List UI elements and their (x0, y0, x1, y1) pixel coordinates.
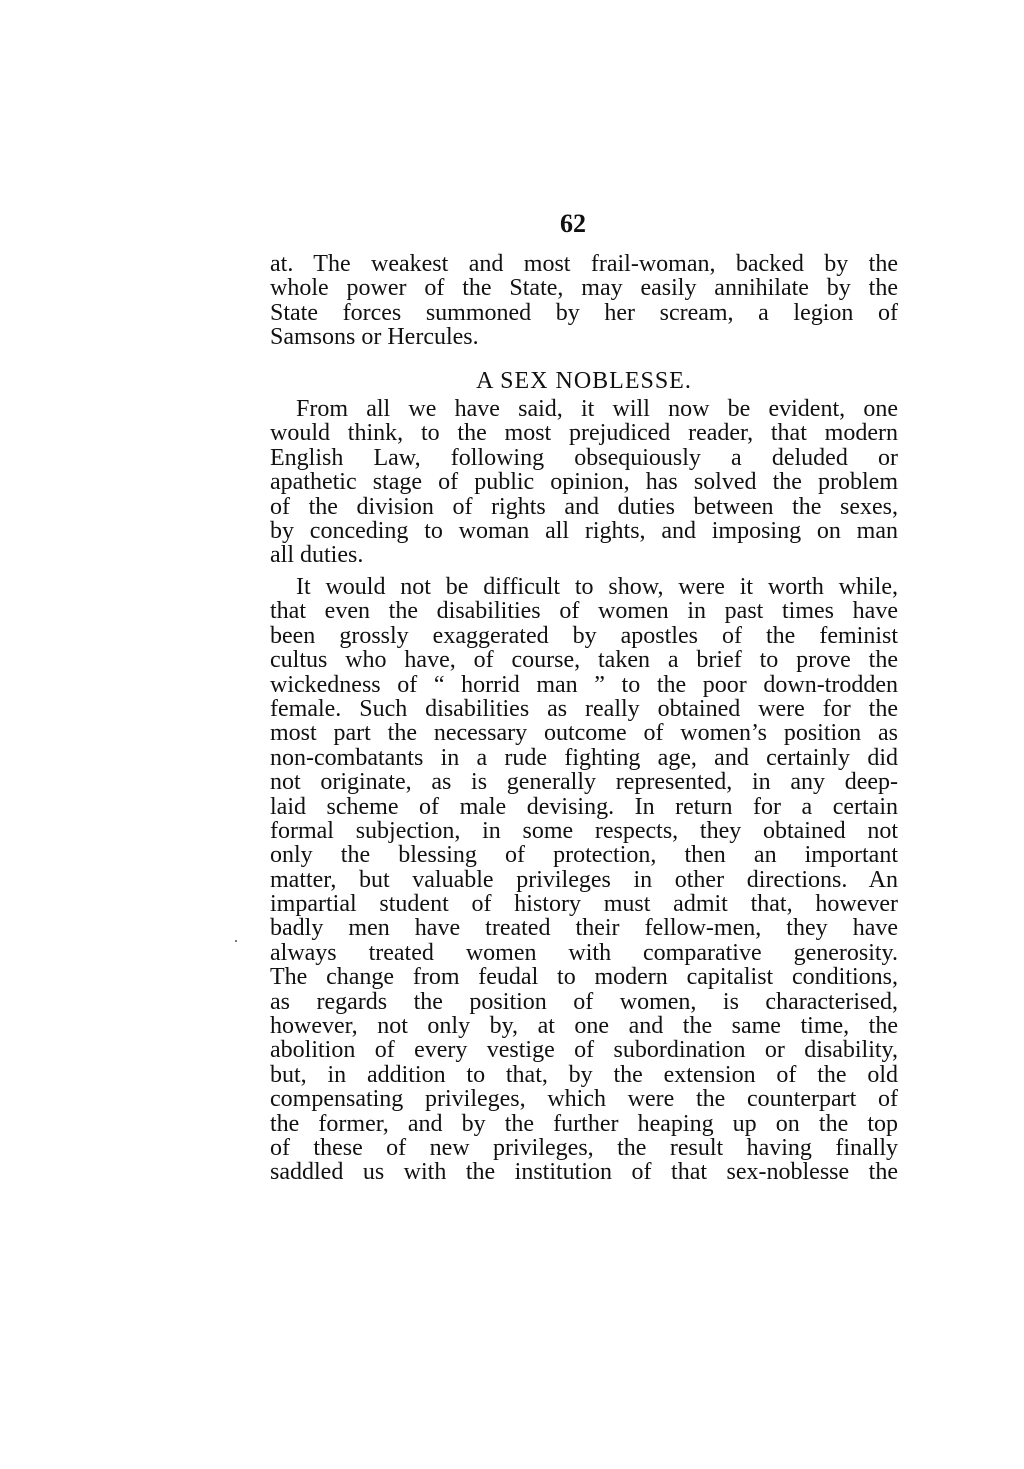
paragraph-2 (270, 397, 898, 568)
paragraph-line: that even the disabilities of women in past times have (270, 598, 898, 625)
paragraph-line: Samsons or Hercules. (270, 324, 479, 351)
paragraph-line: but, in addition to that, by the extension of the old (270, 1061, 898, 1088)
paragraph-line: female. Such disabilities as really obtained were for the (270, 695, 898, 722)
paragraph-line: by conceding to woman all rights, and imposing on man (270, 517, 898, 544)
page-number: 62 (560, 209, 586, 238)
paragraph-line: at. The weakest and most frail-woman, backed by the (270, 251, 898, 277)
paragraph-line: The change from feudal to modern capitalist conditions, (270, 964, 898, 991)
paragraph-line: impartial student of history must admit that, however (270, 891, 898, 918)
paragraph-line: wickedness of “ horrid man ” to the poor down-trodden (270, 671, 898, 698)
paragraph-line: of the division of rights and duties between the sexes, (270, 493, 898, 520)
paragraph-line: laid scheme of male devising. In return for a certain (270, 793, 898, 820)
paragraph-line: whole power of the State, may easily annihilate by the (270, 275, 898, 302)
paragraph-line: non-combatants in a rude fighting age, and certainly did (270, 744, 898, 771)
section-heading-block (270, 369, 898, 393)
margin-speck (235, 940, 237, 942)
paragraph-line: abolition of every vestige of subordination or disability, (270, 1037, 898, 1064)
section-heading: A SEX NOBLESSE. (476, 368, 692, 394)
paragraph-line: compensating privileges, which were the counterpart of (270, 1086, 898, 1113)
paragraph-line: not originate, as is generally represented, in any deep- (270, 769, 898, 796)
paragraph-line: cultus who have, of course, taken a brief to prove the (270, 647, 898, 674)
paragraph-1 (270, 252, 898, 350)
paragraph-line: most part the necessary outcome of women’s position as (270, 720, 898, 747)
paragraph-line: saddled us with the institution of that sex-noblesse the (270, 1159, 898, 1186)
paragraph-line: apathetic stage of public opinion, has solved the problem (270, 469, 898, 496)
paragraph-line: as regards the position of women, is characterised, (270, 988, 898, 1015)
paragraph-3 (270, 575, 898, 1185)
paragraph-line: It would not be difficult to show, were it worth while, (296, 574, 898, 600)
paragraph-line: always treated women with comparative generosity. (270, 939, 898, 966)
paragraph-line: formal subjection, in some respects, they obtained not (270, 817, 898, 844)
paragraph-line: English Law, following obsequiously a deluded or (270, 444, 898, 471)
paragraph-line: matter, but valuable privileges in other directions. An (270, 866, 898, 893)
paragraph-line: been grossly exaggerated by apostles of the feminist (270, 622, 898, 649)
paragraph-line: only the blessing of protection, then an important (270, 842, 898, 869)
paragraph-line: all duties. (270, 542, 364, 569)
paragraph-line: would think, to the most prejudiced reader, that modern (270, 420, 898, 447)
paragraph-line: State forces summoned by her scream, a legion of (270, 299, 898, 326)
paragraph-line: however, not only by, at one and the same time, the (270, 1013, 898, 1040)
paragraph-line: of these of new privileges, the result having finally (270, 1134, 898, 1161)
paragraph-line: the former, and by the further heaping up on the top (270, 1110, 898, 1137)
paragraph-line: badly men have treated their fellow-men, they have (270, 915, 898, 942)
paragraph-line: From all we have said, it will now be evident, one (296, 396, 898, 422)
